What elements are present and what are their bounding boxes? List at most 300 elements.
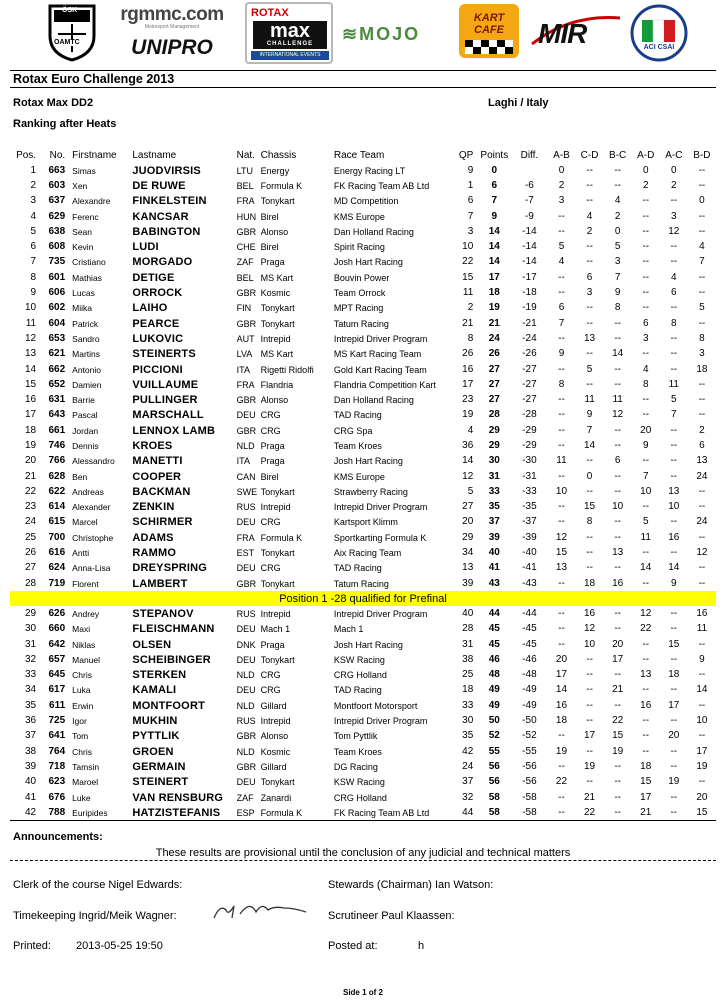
cell-cd: 22 (584, 806, 596, 818)
cell-pos: 6 (30, 241, 37, 253)
cell-cd: 21 (584, 791, 596, 803)
cell-no: 719 (48, 577, 66, 589)
cell-ac: 6 (671, 287, 677, 299)
cell-cd: -- (586, 699, 593, 711)
posted-label: Posted at: (328, 940, 378, 952)
cell-nat: GBR (236, 761, 257, 772)
cell-nat: FRA (236, 196, 255, 207)
cell-bc: 6 (614, 455, 621, 467)
cell-lastname: SCHEIBINGER (132, 653, 211, 666)
cell-team: MD Competition (333, 196, 399, 207)
cell-bd: 24 (696, 470, 708, 482)
cell-ac: -- (670, 256, 678, 268)
cell-lastname: GROEN (132, 745, 174, 758)
printed-label: Printed: (13, 940, 51, 952)
cell-ac: -- (670, 195, 678, 207)
cell-chassis: Tonykart (260, 654, 295, 665)
cell-nat: ZAF (236, 257, 254, 268)
cell-cd: 15 (584, 501, 596, 513)
cell-diff: -46 (522, 653, 537, 665)
cell-qp: 18 (462, 684, 474, 696)
cell-bd: -- (698, 699, 706, 711)
cell-no: 637 (48, 195, 66, 207)
results-top (10, 163, 716, 591)
cell-no: 603 (48, 179, 66, 191)
cell-diff: -17 (522, 271, 537, 283)
cell-bc: 22 (612, 715, 624, 727)
title-rule (10, 87, 716, 88)
cell-lastname: VUILLAUME (132, 378, 199, 391)
table-row (10, 423, 716, 438)
cell-qp: 3 (467, 225, 474, 237)
cell-pos: 15 (24, 378, 37, 390)
cell-no: 662 (48, 363, 66, 375)
cell-team: Gold Kart Racing Team (333, 364, 427, 375)
cell-diff: -27 (522, 394, 537, 406)
qualification-banner-text: Position 1 -28 qualified for Prefinal (10, 591, 716, 606)
cell-ac: 3 (671, 210, 677, 222)
cell-no: 604 (48, 317, 66, 329)
cell-lastname: VAN RENSBURG (132, 791, 224, 804)
cell-chassis: Alonso (260, 395, 289, 406)
cell-team: Josh Hart Racing (333, 257, 403, 268)
cell-nat: LTU (236, 165, 253, 176)
cell-ac: -- (670, 348, 678, 360)
cell-qp: 34 (462, 547, 474, 559)
cell-cd: 7 (586, 424, 593, 436)
cell-ad: -- (642, 287, 650, 299)
osk-oamtc-logo: ÖSK OAMTC (46, 2, 98, 62)
cell-chassis: CRG (260, 685, 281, 696)
cell-bc: 21 (612, 684, 624, 696)
cell-no: 735 (48, 256, 66, 268)
cell-qp: 8 (467, 332, 474, 344)
cell-team: MPT Racing (333, 303, 384, 314)
cell-pos: 40 (24, 776, 37, 788)
cell-no: 606 (48, 287, 66, 299)
cell-diff: -27 (522, 363, 537, 375)
cell-ad: 11 (640, 531, 651, 543)
cell-no: 746 (48, 439, 66, 451)
col-ad: A-D (637, 150, 655, 161)
cell-firstname: Martins (72, 349, 101, 360)
cell-cd: -- (586, 348, 593, 360)
cell-ab: -- (558, 806, 565, 818)
cell-points: 49 (488, 699, 500, 711)
cell-team: Kartsport Klimm (333, 517, 398, 528)
cell-team: KMS Europe (333, 471, 385, 482)
cell-ac: 4 (671, 271, 677, 283)
cell-pos: 20 (24, 455, 37, 467)
cell-diff: -41 (522, 562, 537, 574)
cell-team: Intrepid Driver Program (333, 608, 428, 619)
cell-chassis: Birel (260, 211, 279, 222)
cell-diff: -26 (522, 348, 537, 360)
cell-team: Intrepid Driver Program (333, 333, 428, 344)
results-bottom (10, 606, 716, 820)
cell-chassis: MS Kart (260, 272, 294, 283)
cell-ac: -- (670, 439, 678, 451)
cell-firstname: Alessandro (72, 456, 115, 467)
cell-lastname: PULLINGER (132, 394, 198, 407)
cell-bc: 15 (612, 730, 624, 742)
cell-team: DG Racing (333, 761, 378, 772)
cell-team: Flandria Competition Kart (333, 379, 436, 390)
table-row (10, 285, 716, 300)
cell-bc: -- (614, 791, 621, 803)
table-row (10, 515, 716, 530)
cell-qp: 22 (462, 256, 474, 268)
cell-no: 628 (48, 470, 66, 482)
cell-lastname: DE RUWE (132, 179, 186, 192)
cell-bc: -- (614, 363, 621, 375)
cell-ac: -- (670, 470, 678, 482)
cell-ad: 21 (640, 806, 652, 818)
cell-firstname: Luka (72, 685, 91, 696)
cell-firstname: Simas (72, 165, 96, 176)
cell-nat: GBR (236, 395, 257, 406)
cell-bc: 12 (612, 409, 624, 421)
cell-nat: SWE (236, 486, 258, 497)
cell-no: 661 (48, 424, 66, 436)
cell-ad: -- (642, 394, 650, 406)
cell-ac: -- (670, 424, 678, 436)
cell-chassis: CRG (260, 425, 281, 436)
cell-nat: GBR (236, 731, 257, 742)
cell-diff: -33 (522, 485, 537, 497)
cell-nat: RUS (236, 716, 256, 727)
cell-cd: -- (586, 302, 593, 314)
cell-no: 643 (48, 409, 66, 421)
cell-nat: DEU (236, 563, 256, 574)
cell-qp: 28 (462, 623, 474, 635)
cell-ab: 20 (555, 653, 568, 665)
cell-ad: 9 (642, 439, 649, 451)
cell-pos: 9 (30, 287, 37, 299)
cell-chassis: Birel (260, 242, 279, 253)
cell-ad: -- (642, 501, 650, 513)
cell-no: 766 (48, 455, 66, 467)
cell-lastname: FLEISCHMANN (132, 623, 215, 636)
cell-lastname: RAMMO (132, 547, 177, 560)
cell-bd: 4 (699, 241, 705, 253)
cell-bc: 0 (614, 225, 621, 237)
col-lastname: Lastname (132, 150, 177, 161)
cell-chassis: Praga (260, 257, 285, 268)
cell-firstname: Ferenc (72, 211, 99, 222)
cell-ac: -- (670, 455, 678, 467)
cell-team: Energy Racing LT (333, 165, 406, 176)
cell-ad: 14 (640, 562, 652, 574)
cell-cd: -- (586, 179, 593, 191)
cell-ab: -- (558, 638, 565, 650)
qualification-banner-group (10, 591, 716, 606)
cell-lastname: PEARCE (132, 317, 180, 330)
cell-bc: -- (614, 485, 621, 497)
timekeeping-label: Timekeeping Ingrid/Meik Wagner: (13, 910, 177, 922)
cell-lastname: KANCSAR (132, 210, 189, 223)
cell-diff: -14 (522, 256, 537, 268)
cell-nat: CHE (236, 242, 256, 253)
mir-logo: MIR (530, 10, 622, 50)
cell-lastname: MARSCHALL (132, 409, 204, 422)
cell-cd: -- (586, 745, 593, 757)
cell-cd: -- (586, 241, 593, 253)
cell-team: Tatum Racing (333, 318, 389, 329)
cell-firstname: Sean (72, 226, 93, 237)
col-firstname: Firstname (72, 150, 117, 161)
cell-chassis: Intrepid (260, 716, 291, 727)
cell-qp: 38 (462, 653, 474, 665)
table-row (10, 454, 716, 469)
cell-no: 624 (48, 562, 66, 574)
cell-qp: 39 (462, 577, 474, 589)
cell-no: 601 (48, 271, 66, 283)
cell-ac: -- (670, 760, 678, 772)
cell-ad: 20 (640, 424, 652, 436)
table-row (10, 163, 716, 178)
cell-pos: 4 (30, 210, 37, 222)
cell-ab: 18 (555, 715, 568, 727)
cell-points: 45 (488, 623, 500, 635)
cell-bd: 12 (696, 547, 708, 559)
cell-cd: -- (586, 485, 593, 497)
col-chassis: Chassis (260, 150, 297, 161)
cell-no: 764 (48, 745, 66, 757)
cell-points: 33 (488, 485, 500, 497)
cell-cd: -- (586, 164, 593, 176)
cell-firstname: Andreas (72, 486, 104, 497)
cell-bd: 0 (699, 195, 705, 207)
cell-firstname: Sandro (72, 333, 100, 344)
cell-lastname: DREYSPRING (132, 562, 208, 575)
table-row (10, 392, 716, 407)
cell-ac: 18 (668, 669, 680, 681)
cell-diff: -39 (522, 531, 537, 543)
cell-ad: -- (642, 348, 650, 360)
cell-ac: -- (670, 363, 678, 375)
cell-pos: 27 (24, 562, 37, 574)
cell-bc: 14 (612, 348, 624, 360)
cell-cd: -- (586, 653, 593, 665)
cell-qp: 29 (462, 531, 474, 543)
cell-qp: 13 (462, 562, 474, 574)
cell-lastname: PYTTLIK (132, 730, 180, 743)
cell-chassis: Formula K (260, 807, 303, 818)
cell-ab: -- (558, 394, 565, 406)
cell-team: Spirit Racing (333, 242, 385, 253)
cell-firstname: Xen (72, 180, 88, 191)
cell-diff: -40 (522, 547, 537, 559)
cell-ac: -- (670, 745, 678, 757)
cell-bc: -- (614, 179, 621, 191)
cell-team: Strawberry Racing (333, 486, 408, 497)
cell-team: Josh Hart Racing (333, 639, 403, 650)
cell-no: 657 (48, 653, 66, 665)
page-title: Rotax Euro Challenge 2013 (13, 72, 175, 86)
cell-bd: 7 (699, 256, 705, 268)
cell-diff: -28 (522, 409, 537, 421)
cell-bc: 11 (612, 394, 623, 406)
cell-lastname: STERKEN (132, 669, 187, 682)
cell-firstname: Florent (72, 578, 99, 589)
cell-no: 718 (48, 760, 66, 772)
cell-ac: 20 (668, 730, 680, 742)
cell-bc: 20 (612, 638, 624, 650)
cell-ab: -- (558, 623, 565, 635)
cell-team: Tatum Racing (333, 578, 389, 589)
col-bc: B-C (609, 150, 627, 161)
cell-chassis: Tonykart (260, 548, 295, 559)
cell-chassis: CRG (260, 563, 281, 574)
cell-diff: -44 (522, 607, 537, 619)
cell-ad: -- (642, 745, 650, 757)
cell-nat: GBR (236, 318, 257, 329)
cell-chassis: Gillard (260, 761, 287, 772)
cell-bc: -- (614, 623, 621, 635)
cell-ab: -- (558, 409, 565, 421)
cell-no: 725 (48, 715, 66, 727)
cell-pos: 30 (24, 623, 37, 635)
cell-ab: 8 (558, 378, 565, 390)
cell-cd: 16 (584, 607, 596, 619)
cell-chassis: Formula K (260, 180, 303, 191)
cell-qp: 6 (467, 195, 474, 207)
cell-no: 700 (48, 531, 66, 543)
cell-diff: -56 (522, 760, 537, 772)
cell-pos: 31 (24, 638, 37, 650)
cell-firstname: Pascal (72, 410, 98, 421)
cell-pos: 25 (24, 531, 37, 543)
cell-diff: -58 (522, 791, 537, 803)
cell-points: 46 (488, 653, 500, 665)
cell-cd: -- (586, 317, 593, 329)
cell-ab: 7 (558, 317, 565, 329)
table-row (10, 576, 716, 591)
cell-diff: -45 (522, 623, 537, 635)
cell-no: 608 (48, 241, 66, 253)
cell-firstname: Barrie (72, 395, 95, 406)
cell-no: 788 (48, 806, 66, 818)
cell-ad: 12 (640, 607, 652, 619)
cell-bc: 19 (612, 745, 624, 757)
cell-diff: -9 (524, 210, 534, 222)
cell-ac: -- (670, 653, 678, 665)
table-row (10, 759, 716, 774)
cell-ad: -- (642, 225, 650, 237)
cell-points: 50 (488, 715, 500, 727)
table-row (10, 606, 716, 621)
cell-firstname: Andrey (72, 608, 100, 619)
cell-qp: 2 (467, 302, 474, 314)
aci-csai-logo: ACI CSAI (628, 4, 690, 62)
cell-nat: GBR (236, 425, 257, 436)
cell-points: 27 (488, 394, 500, 406)
cell-ab: 9 (558, 348, 565, 360)
cell-diff: -45 (522, 638, 537, 650)
cell-chassis: Tonykart (260, 777, 295, 788)
cell-bc: 3 (614, 256, 621, 268)
cell-chassis: Praga (260, 639, 285, 650)
table-row (10, 377, 716, 392)
cell-ac: 8 (671, 317, 677, 329)
cell-team: Team Kroes (333, 746, 382, 757)
cell-qp: 32 (462, 791, 474, 803)
cell-no: 611 (49, 699, 66, 711)
cell-nat: DEU (236, 410, 256, 421)
cell-chassis: Intrepid (260, 502, 291, 513)
cell-nat: ZAF (236, 792, 254, 803)
cell-ad: 0 (642, 164, 649, 176)
cell-ac: 10 (668, 501, 680, 513)
cell-chassis: Kosmic (260, 288, 291, 299)
cell-cd: -- (586, 531, 593, 543)
cell-ac: 0 (671, 164, 677, 176)
cell-diff: -56 (522, 776, 537, 788)
cell-ad: -- (642, 271, 650, 283)
cell-firstname: Niklas (72, 639, 96, 650)
cell-bd: 8 (699, 332, 705, 344)
cell-ac: 17 (668, 699, 680, 711)
cell-qp: 17 (462, 378, 474, 390)
cell-no: 617 (48, 684, 66, 696)
cell-bc: -- (614, 760, 621, 772)
cell-chassis: Energy (260, 165, 290, 176)
cell-bd: -- (698, 179, 706, 191)
cell-bc: -- (614, 516, 621, 528)
cell-cd: -- (586, 669, 593, 681)
cell-bd: 10 (696, 715, 708, 727)
table-row (10, 484, 716, 499)
cell-bc: -- (614, 562, 621, 574)
cell-points: 40 (488, 547, 500, 559)
cell-lastname: HATZISTEFANIS (132, 806, 221, 819)
cell-ab: 22 (555, 776, 568, 788)
kartcafe-logo: KART CAFE (457, 2, 521, 60)
cell-lastname: ORROCK (132, 287, 183, 300)
cell-bd: -- (698, 287, 706, 299)
cell-cd: 5 (586, 363, 593, 375)
col-cd: C-D (580, 150, 599, 161)
cell-cd: 2 (586, 225, 593, 237)
cell-cd: -- (586, 378, 593, 390)
table-row (10, 331, 716, 346)
cell-ad: 13 (640, 669, 652, 681)
cell-bc: 5 (614, 241, 621, 253)
cell-diff: -48 (522, 669, 537, 681)
cell-points: 14 (488, 225, 500, 237)
cell-qp: 21 (462, 317, 474, 329)
cell-chassis: Praga (260, 440, 285, 451)
cell-qp: 5 (467, 485, 474, 497)
cell-chassis: Birel (260, 471, 279, 482)
cell-nat: NLD (236, 440, 255, 451)
cell-nat: DEU (236, 517, 256, 528)
cell-team: CRG Holland (333, 792, 387, 803)
table-row (10, 438, 716, 453)
table-row (10, 713, 716, 728)
cell-points: 27 (488, 363, 500, 375)
cell-chassis: Alonso (260, 226, 289, 237)
cell-firstname: Igor (72, 716, 87, 727)
cell-cd: 0 (586, 470, 593, 482)
cell-qp: 11 (462, 287, 474, 299)
cell-firstname: Antti (72, 548, 90, 559)
cell-chassis: Kosmic (260, 746, 291, 757)
cell-firstname: Maroel (72, 777, 99, 788)
cell-pos: 35 (24, 699, 37, 711)
cell-team: Sportkarting Formula K (333, 532, 427, 543)
